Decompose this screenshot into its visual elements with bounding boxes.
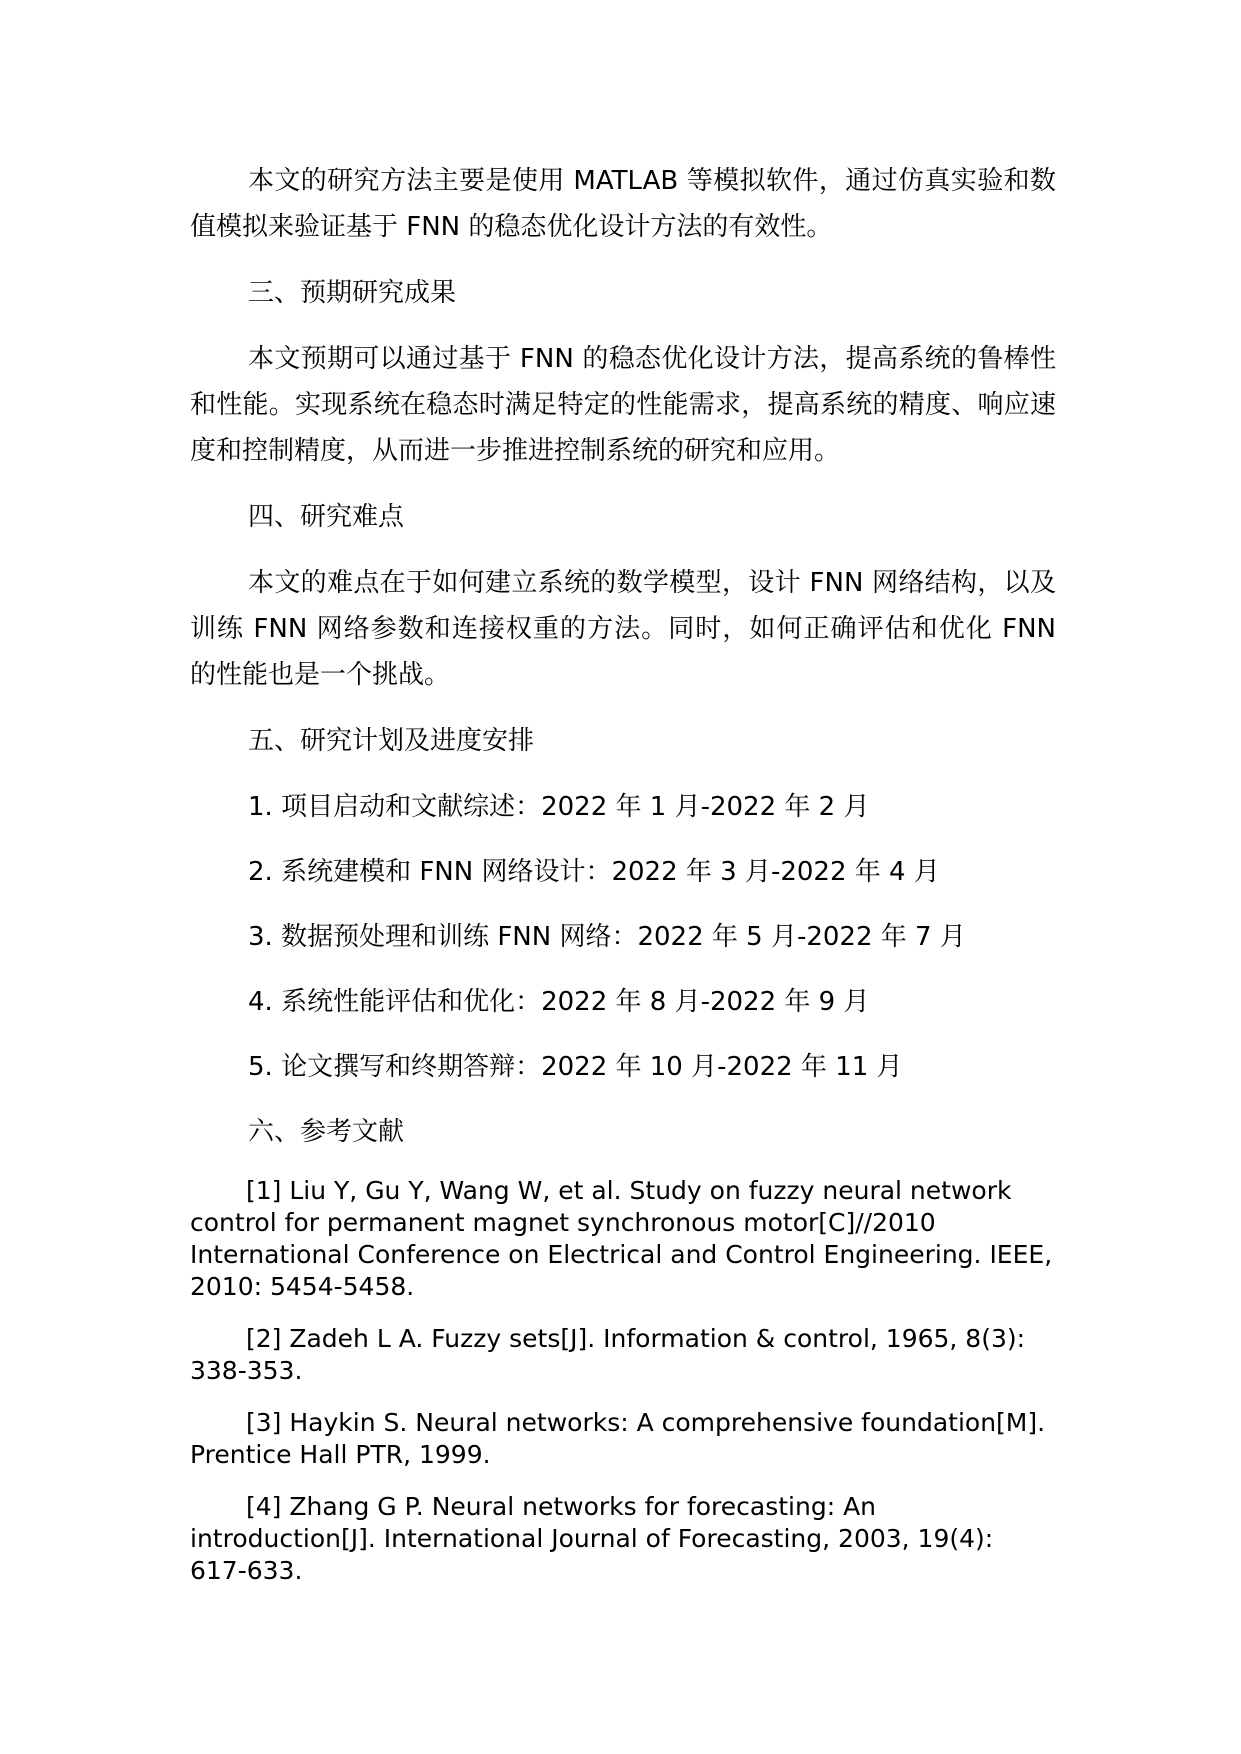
reference-item: [2] Zadeh L A. Fuzzy sets[J]. Information & control, 1965, 8(3): 338-353. xyxy=(190,1324,1026,1385)
section-heading-expected-results: 三、预期研究成果 xyxy=(248,278,457,308)
reference-item: [3] Haykin S. Neural networks: A comprehensive foundation[M]. Prentice Hall PTR, 1999. xyxy=(190,1408,1046,1469)
schedule-item: 3. 数据预处理和训练 FNN 网络：2022 年 5 月-2022 年 7 月 xyxy=(248,922,966,952)
methods-paragraph: 本文的研究方法主要是使用 MATLAB 等模拟软件，通过仿真实验和数值模拟来验证基于 FNN 的稳态优化设计方法的有效性。 xyxy=(190,166,1056,242)
schedule-item: 1. 项目启动和文献综述：2022 年 1 月-2022 年 2 月 xyxy=(248,792,870,822)
section-heading-references: 六、参考文献 xyxy=(248,1117,405,1147)
schedule-item: 5. 论文撰写和终期答辩：2022 年 10 月-2022 年 11 月 xyxy=(248,1052,903,1082)
schedule-item: 2. 系统建模和 FNN 网络设计：2022 年 3 月-2022 年 4 月 xyxy=(248,857,940,887)
document-body xyxy=(190,158,1056,1607)
difficulties-paragraph: 本文的难点在于如何建立系统的数学模型，设计 FNN 网络结构，以及训练 FNN 网络参数和连接权重的方法。同时，如何正确评估和优化 FNN 的性能也是一个挑战。 xyxy=(190,568,1056,690)
reference-list xyxy=(190,1175,1056,1587)
reference-item: [4] Zhang G P. Neural networks for forecasting: An introduction[J]. International Journal of Forecasting, 2003, 19(4): 617-633. xyxy=(190,1492,994,1585)
schedule-list xyxy=(190,784,1056,1090)
section-heading-difficulties: 四、研究难点 xyxy=(248,502,405,532)
schedule-item: 4. 系统性能评估和优化：2022 年 8 月-2022 年 9 月 xyxy=(248,987,870,1017)
section-heading-schedule: 五、研究计划及进度安排 xyxy=(248,726,535,756)
expected-results-paragraph: 本文预期可以通过基于 FNN 的稳态优化设计方法，提高系统的鲁棒性和性能。实现系统在稳态时满足特定的性能需求，提高系统的精度、响应速度和控制精度，从而进一步推进控制系统的研究和应用。 xyxy=(190,344,1056,466)
reference-item: [1] Liu Y, Gu Y, Wang W, et al. Study on fuzzy neural network control for permanent magnet synchronous motor[C]//2010 International Conference on Electrical and Control Engineering. IEEE, 2010: 5454-5458. xyxy=(190,1176,1053,1301)
